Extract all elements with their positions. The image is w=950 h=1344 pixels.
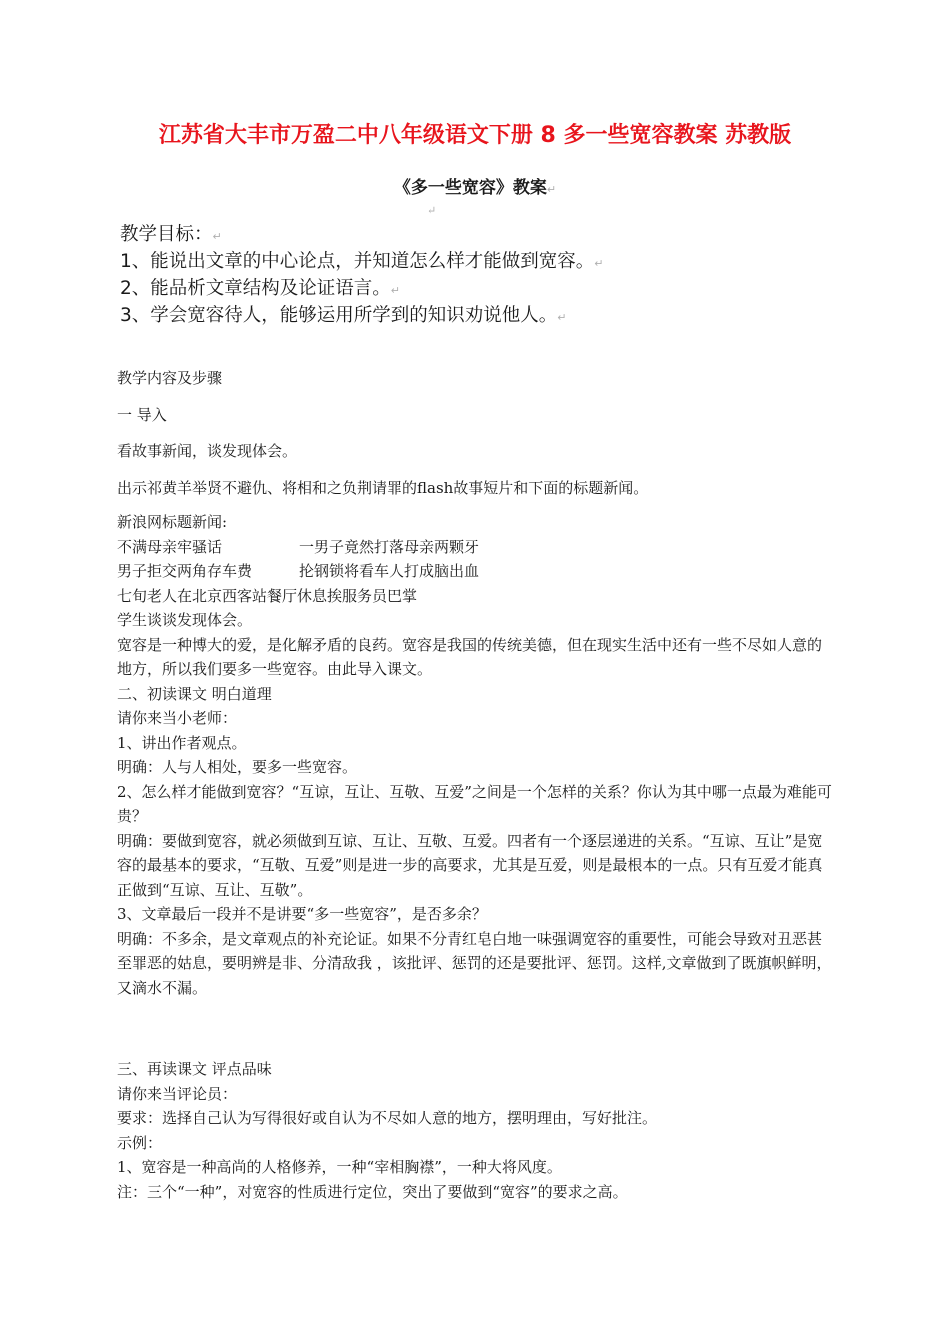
paragraph: 请你来当评论员： bbox=[117, 1084, 238, 1103]
teaching-objectives bbox=[120, 222, 604, 330]
example: 1、宽容是一种高尚的人格修养，一种“宰相胸襟”，一种大将风度。 bbox=[117, 1158, 562, 1176]
answer: 明确：不多余，是文章观点的补充论证。如果不分青红皂白地一味强调宽容的重要性，可能会导致对丑恶甚至罪恶的姑息，要明辨是非、分清敌我 ，该批评、惩罚的还是要批评、惩罚。这样,文章做到了既旗帜鲜明，又滴水不漏。 bbox=[117, 929, 832, 997]
subtitle-text: 《多一些宽容》教案 bbox=[393, 178, 547, 198]
part1-heading: 一 导入 bbox=[117, 405, 167, 424]
news-label: 新浪网标题新闻: bbox=[117, 513, 228, 531]
answer: 明确：人与人相处，要多一些宽容。 bbox=[117, 758, 358, 776]
news-row: 男子拒交两角存车费 抡钢锁将看车人打成脑出血 bbox=[117, 562, 480, 580]
objective-item: 1、能说出文章的中心论点，并知道怎么样才能做到宽容。↵ bbox=[120, 251, 604, 272]
paragraph: 看故事新闻，谈发现体会。 bbox=[117, 442, 298, 460]
paragraph-mark-icon: ↵ bbox=[212, 230, 222, 243]
section-heading: 教学内容及步骤 bbox=[117, 369, 223, 387]
note: 注：三个“一种”，对宽容的性质进行定位，突出了要做到“宽容”的要求之高。 bbox=[117, 1182, 628, 1201]
paragraph: 学生谈谈发现体会。 bbox=[117, 611, 253, 629]
paragraph-mark-icon: ↵ bbox=[390, 284, 400, 297]
paragraph: 要求：选择自己认为写得很好或自认为不尽如人意的地方，摆明理由，写好批注。 bbox=[117, 1109, 658, 1127]
page-title: 江苏省大丰市万盈二中八年级语文下册 8 多一些宽容教案 苏教版 bbox=[158, 123, 792, 148]
paragraph-mark-icon: ↵ bbox=[427, 204, 437, 217]
question: 1、讲出作者观点。 bbox=[117, 733, 247, 752]
objectives-heading: 教学目标：↵ bbox=[120, 224, 222, 245]
paragraph: 宽容是一种博大的爱，是化解矛盾的良药。宽容是我国的传统美德，但在现实生活中还有一些不尽如人意的地方，所以我们要多一些宽容。由此导入课文。 bbox=[117, 635, 823, 678]
news-row: 七旬老人在北京西客站餐厅休息挨服务员巴掌 bbox=[117, 586, 418, 605]
answer: 明确：要做到宽容，就必须做到互谅、互让、互敬、互爱。四者有一个逐层递进的关系。“互谅、互让”是宽容的最基本的要求，“互敬、互爱”则是进一步的高要求，尤其是互爱，则是最根本的一点。只有互爱才能真正做到“互谅、互让、互敬”。 bbox=[117, 831, 823, 899]
paragraph-mark-icon: ↵ bbox=[557, 311, 567, 324]
paragraph-mark-icon: ↵ bbox=[546, 183, 557, 196]
paragraph: 出示祁黄羊举贤不避仇、将相和之负荆请罪的flash故事短片和下面的标题新闻。 bbox=[117, 478, 649, 497]
lesson-part3 bbox=[117, 1057, 833, 1204]
part3-heading: 三、再读课文 评点品味 bbox=[117, 1060, 272, 1078]
news-row: 不满母亲牢骚话 一男子竟然打落母亲两颗牙 bbox=[117, 537, 480, 556]
objective-item: 2、能品析文章结构及论证语言。↵ bbox=[120, 278, 400, 299]
question: 3、文章最后一段并不是讲要“多一些宽容”，是否多余？ bbox=[117, 905, 487, 923]
objective-item: 3、学会宽容待人，能够运用所学到的知识劝说他人。↵ bbox=[120, 305, 567, 326]
part2-heading: 二、初读课文 明白道理 bbox=[117, 684, 272, 703]
question: 2、怎么样才能做到宽容？“互谅，互让、互敬、互爱”之间是一个怎样的关系？你认为其中哪一点最为难能可贵？ bbox=[117, 782, 832, 825]
paragraph: 示例： bbox=[117, 1133, 163, 1152]
paragraph: 请你来当小老师： bbox=[117, 709, 238, 727]
document-subtitle bbox=[0, 173, 950, 198]
paragraph-mark-icon: ↵ bbox=[594, 257, 604, 270]
lesson-steps-intro bbox=[117, 366, 833, 512]
lesson-body bbox=[117, 510, 833, 1000]
